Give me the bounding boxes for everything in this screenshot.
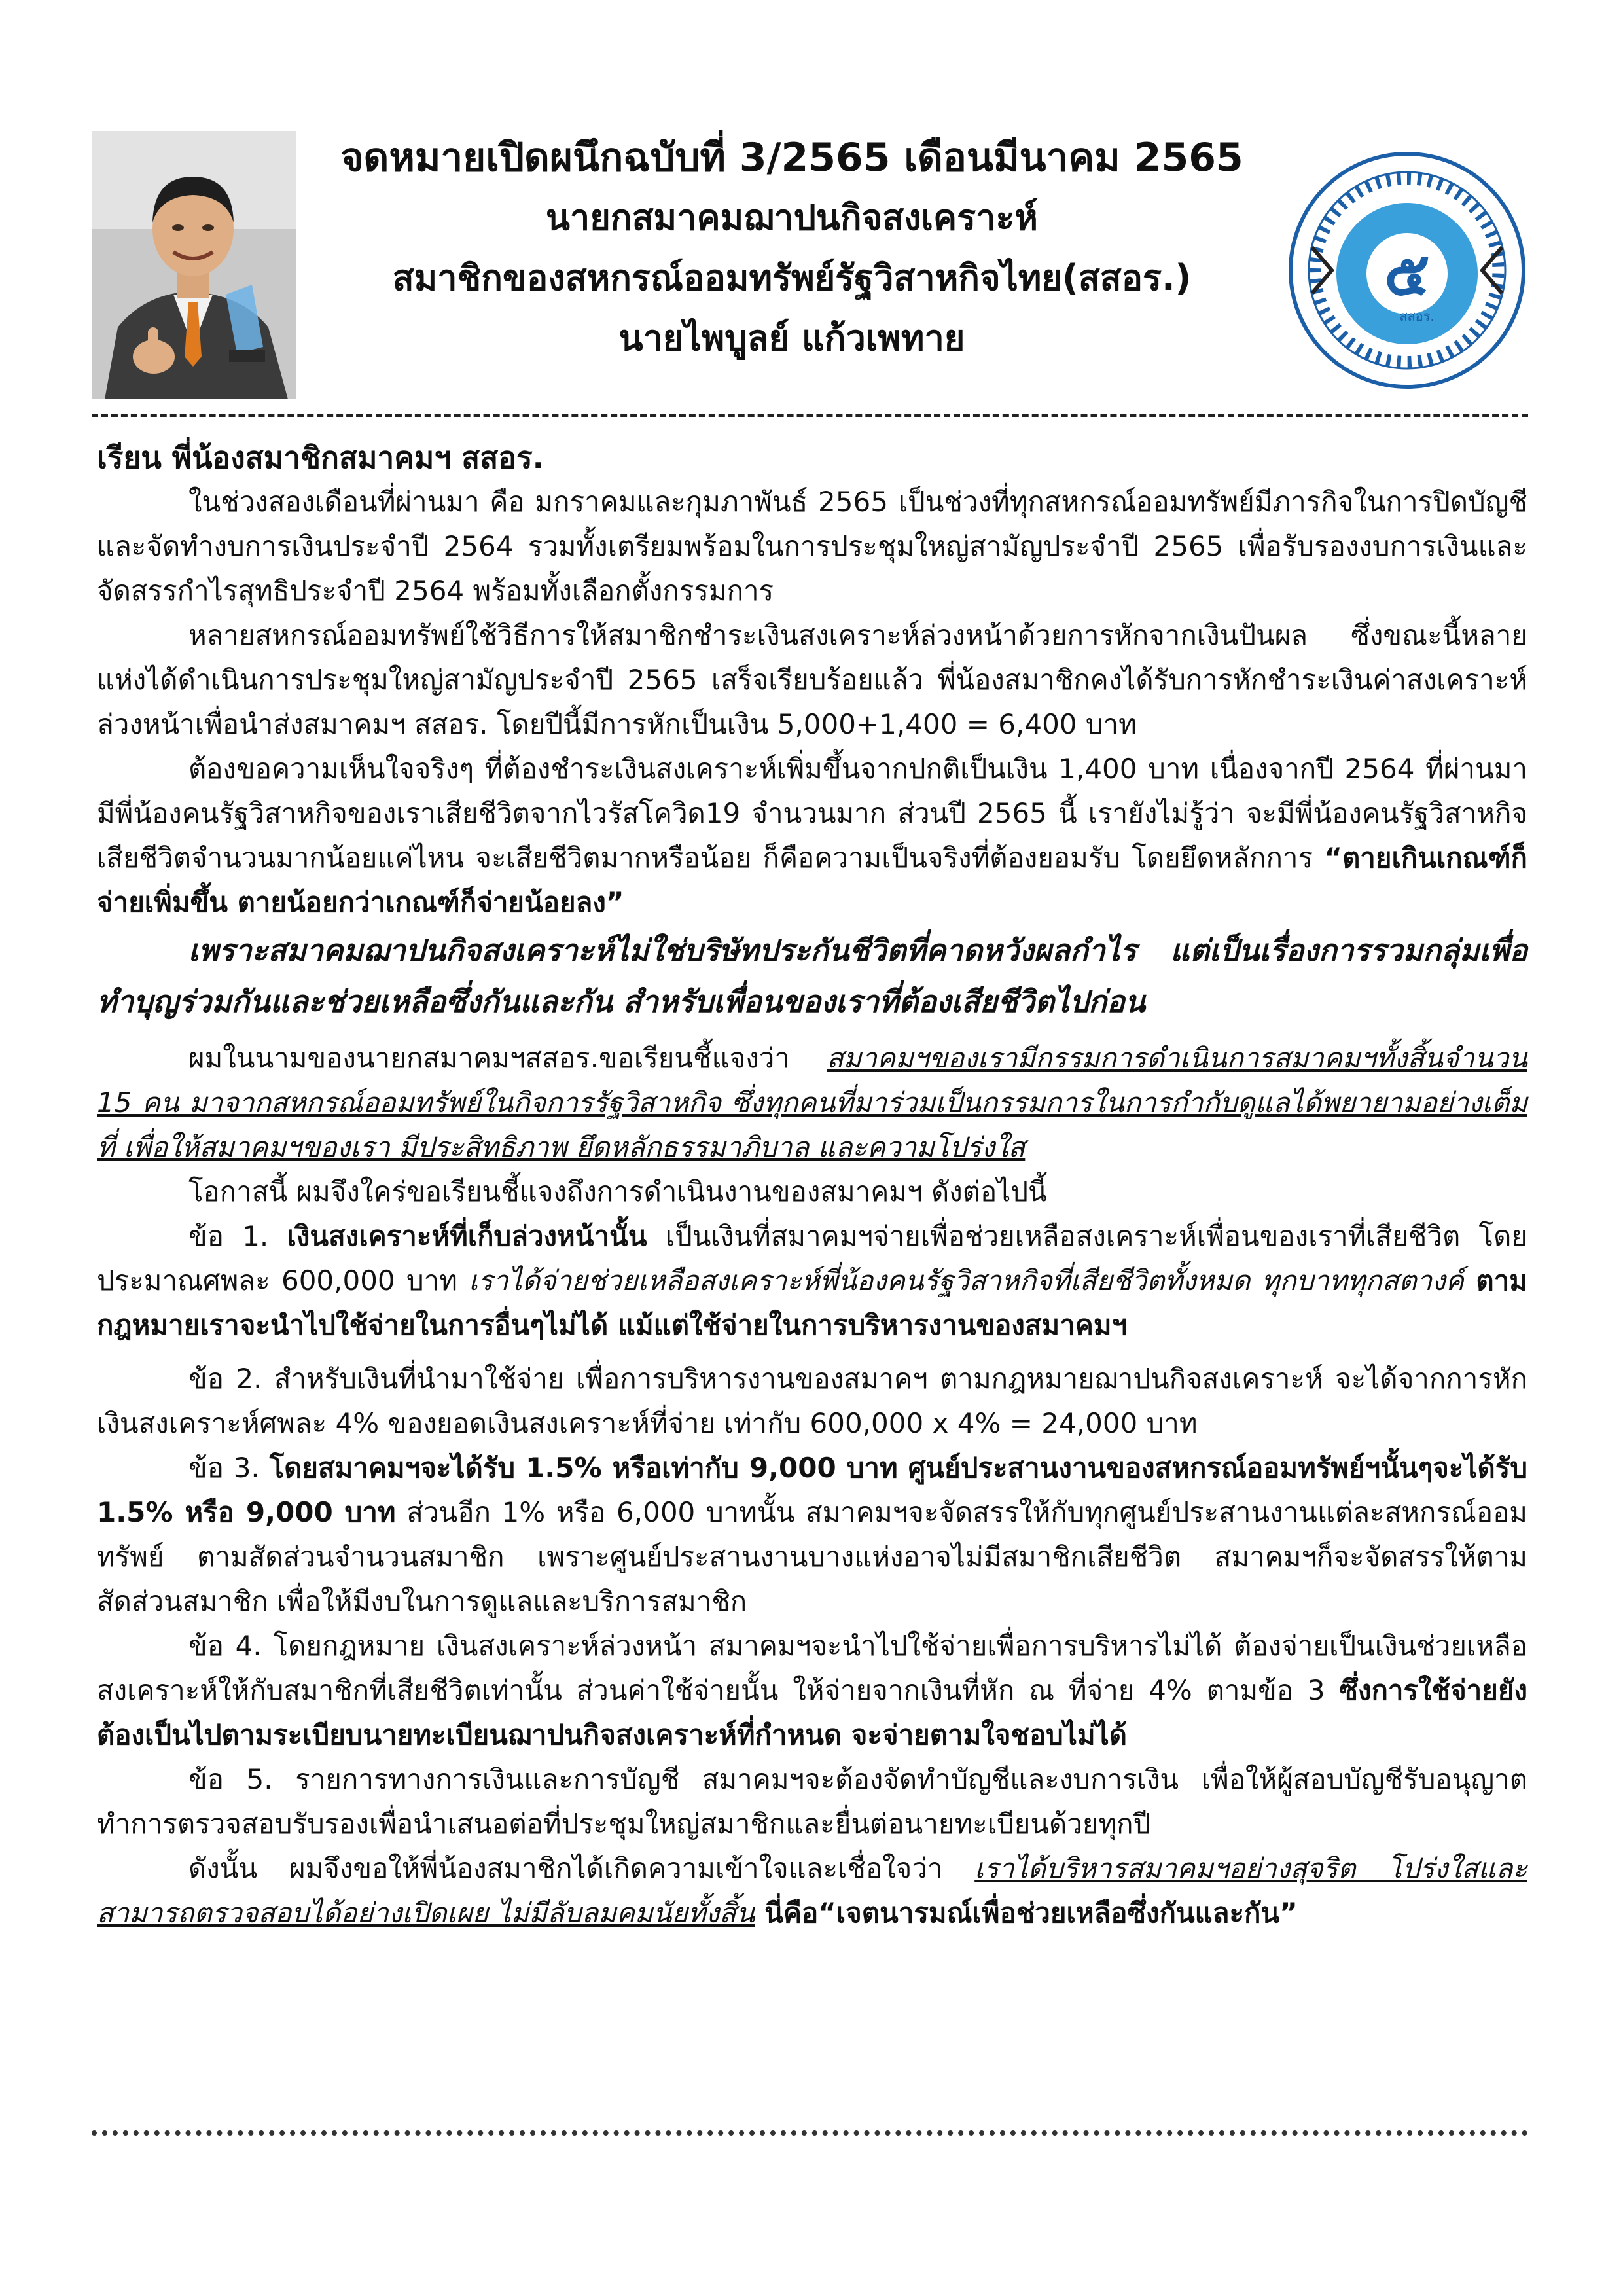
paragraph-5: โอกาสนี้ ผมจึงใคร่ขอเรียนชี้แจงถึงการดำเนินงานของสมาคมฯ ดังต่อไปนี้ [188,1175,1047,1208]
item-4 [97,1624,1527,1757]
paragraph-2: หลายสหกรณ์ออมทรัพย์ใช้วิธีการให้สมาชิกชำระเงินสงเคราะห์ล่วงหน้าด้วยการหักจากเงินปันผล ซึ่งขณะนี้หลายแห่งได้ดำเนินการประชุมใหญ่สามัญประจำปี 2565 เสร็จเรียบร้อยแล้ว พี่น้องสมาชิกคงได้รับการหักชำระเงินค่าสงเคราะห์ล่วงหน้าเพื่อนำส่งสมาคมฯ สสอร. โดยปีนี้มีการหักเป็นเงิน 5,000+1,400 = 6,400 บาท [97,619,1527,740]
item-3-bold: โดยสมาคมฯจะได้รับ 1.5% หรือเท่ากับ 9,000 บาท ศูนย์ประสานงานของสหกรณ์ออมทรัพย์ฯนั้นๆจะได้รับ 1.5% หรือ 9,000 บาท [97,1452,1527,1528]
seal-center-glyph: ๕ [1384,239,1430,309]
paragraph-4 [97,1036,1527,1170]
item-2: ข้อ 2. สำหรับเงินที่นำมาใช้จ่าย เพื่อการบริหารงานของสมาคฯ ตามกฎหมายฌาปนกิจสงเคราะห์ จะได้จากการหักเงินสงเคราะห์ศพละ 4% ของยอดเงินสงเคราะห์ที่จ่าย เท่ากับ 600,000 x 4% = 24,000 บาท [97,1363,1527,1439]
item-5: ข้อ 5. รายการทางการเงินและการบัญชี สมาคมฯจะต้องจัดทำบัญชีและงบการเงิน เพื่อให้ผู้สอบบัญชีรับอนุญาตทำการตรวจสอบรับรองเพื่อนำเสนอต่อที่ประชุมใหญ่สมาชิกและยื่นต่อนายทะเบียนด้วยทุกปี [97,1763,1527,1840]
item-1-bold-2: ตามกฎหมายเราจะนำไปใช้จ่ายในการอื่นๆไม่ได้ แม้แต่ใช้จ่ายในการบริหารงานของสมาคมฯ [97,1265,1527,1341]
closing-bold: นี่คือ“เจตนารมณ์เพื่อช่วยเหลือซึ่งกันและกัน” [755,1897,1298,1929]
item-1 [97,1214,1527,1348]
item-1-bold: เงินสงเคราะห์ที่เก็บล่วงหน้านั้น [287,1220,647,1252]
paragraph-1: ในช่วงสองเดือนที่ผ่านมา คือ มกราคมและกุมภาพันธ์ 2565 เป็นช่วงที่ทุกสหกรณ์ออมทรัพย์มีภารกิจในการปิดบัญชีและจัดทำงบการเงินประจำปี 2564 รวมทั้งเตรียมพร้อมในการประชุมใหญ่สามัญประจำปี 2565 เพื่อรับรองงบการเงินและจัดสรรกำไรสุทธิประจำปี 2564 พร้อมทั้งเลือกตั้งกรรมการ [97,486,1527,607]
paragraph-3-text: ต้องขอความเห็นใจจริงๆ ที่ต้องชำระเงินสงเคราะห์เพิ่มขึ้นจากปกติเป็นเงิน 1,400 บาท เนื่องจากปี 2564 ที่ผ่านมา มีพี่น้องคนรัฐวิสาหกิจของเราเสียชีวิตจากไวรัสโควิด19 จำนวนมาก ส่วนปี 2565 นี้ เรายังไม่รู้ว่า จะมีพี่น้องคนรัฐวิสาหกิจเสียชีวิตจำนวนมากน้อยแค่ไหน จะเสียชีวิตมากหรือน้อย ก็คือความเป็นจริงที่ต้องยอมรับ โดยยึดหลักการ [97,753,1527,874]
item-4-bold: ซึ่งการใช้จ่ายยังต้องเป็นไปตามระเบียบนายทะเบียนฌาปนกิจสงเคราะห์ที่กำหนด จะจ่ายตามใจชอบไม่ได้ [97,1674,1527,1751]
closing-lead: ดังนั้น ผมจึงขอให้พี่น้องสมาชิกได้เกิดความเข้าใจและเชื่อใจว่า [188,1852,975,1884]
paragraph-4-lead: ผมในนามของนายกสมาคมฯสสอร.ขอเรียนชี้แจงว่า [188,1042,827,1074]
letter-header [301,128,1283,368]
item-3-lead: ข้อ 3. [188,1452,270,1484]
item-1-italic: เราได้จ่ายช่วยเหลือสงเคราะห์พี่น้องคนรัฐวิสาหกิจที่เสียชีวิตทั้งหมด ทุกบาททุกสตางค์ [469,1265,1464,1297]
paragraph-4-emphasis: สมาคมฯของเรามีกรรมการดำเนินการสมาคมฯทั้งสิ้นจำนวน 15 คน มาจากสหกรณ์ออมทรัพย์ในกิจการรัฐวิสาหกิจ ซึ่งทุกคนที่มาร่วมเป็นกรรมการในการกำกับดูแลได้พยายามอย่างเต็มที่ เพื่อให้สมาคมฯของเรา มีประสิทธิภาพ ยึดหลักธรรมาภิบาล และความโปร่งใส [97,1042,1527,1163]
item-3-text: ส่วนอีก 1% หรือ 6,000 บาทนั้น สมาคมฯจะจัดสรรให้กับทุกศูนย์ประสานงานแต่ละสหกรณ์ออมทรัพย์ ตามสัดส่วนจำนวนสมาชิก เพราะศูนย์ประสานงานบางแห่งอาจไม่มีสมาชิกเสียชีวิต สมาคมฯก็จะจัดสรรให้ตามสัดส่วนสมาชิก เพื่อให้มีงบในการดูแลและบริการสมาชิก [97,1496,1527,1617]
letter-body [97,435,1527,1935]
header-cooperative: สมาชิกของสหกรณ์ออมทรัพย์รัฐวิสาหกิจไทย(สสอร.) [392,257,1192,298]
association-seal-logo [1286,149,1528,391]
callout-statement: เพราะสมาคมฌาปนกิจสงเคราะห์ไม่ใช่บริษัทประกันชีวิตที่คาดหวังผลกำไร แต่เป็นเรื่องการรวมกลุ่มเพื่อทำบุญร่วมกันและช่วยเหลือซึ่งกันและกัน สำหรับเพื่อนของเราที่ต้องเสียชีวิตไปก่อน [97,933,1527,1019]
item-3 [97,1446,1527,1624]
portrait-illustration [92,131,296,399]
seal-emblem [1286,149,1528,391]
footer-divider [92,2130,1528,2136]
closing-emphasis: เราได้บริหารสมาคมฯอย่างสุจริต โปร่งใสและสามารถตรวจสอบได้อย่างเปิดเผย ไม่มีลับลมคมนัยทั้งสิ้น [97,1852,1527,1929]
header-association: นายกสมาคมฌาปนกิจสงเคราะห์ [546,197,1038,238]
president-photo [92,131,296,399]
header-signer-name: นายไพบูลย์ แก้วเพทาย [618,317,965,359]
item-1-lead: ข้อ 1. [188,1220,287,1252]
salutation: เรียน พี่น้องสมาชิกสมาคมฯ สสอร. [97,440,544,475]
paragraph-3 [97,747,1527,925]
seal-small-text: สสอร. [1399,308,1435,324]
letter-title: จดหมายเปิดผนึกฉบับที่ 3/2565 เดือนมีนาคม 2565 [340,135,1243,181]
item-1-text: เป็นเงินที่สมาคมฯจ่ายเพื่อช่วยเหลือสงเคราะห์เพื่อนของเราที่เสียชีวิต โดยประมาณศพละ 600,000 บาท [97,1220,1527,1297]
principle-quote: “ตายเกินเกณฑ์ก็จ่ายเพิ่มขึ้น ตายน้อยกว่าเกณฑ์ก็จ่ายน้อยลง” [97,842,1527,918]
item-4-text: ข้อ 4. โดยกฎหมาย เงินสงเคราะห์ล่วงหน้า สมาคมฯจะนำไปใช้จ่ายเพื่อการบริหารไม่ได้ ต้องจ่ายเป็นเงินช่วยเหลือสงเคราะห์ให้กับสมาชิกที่เสียชีวิตเท่านั้น ส่วนค่าใช้จ่ายนั้น ให้จ่ายจากเงินที่หัก ณ ที่จ่าย 4% ตามข้อ 3 [97,1630,1527,1706]
header-divider [92,414,1528,417]
closing-paragraph [97,1846,1527,1935]
